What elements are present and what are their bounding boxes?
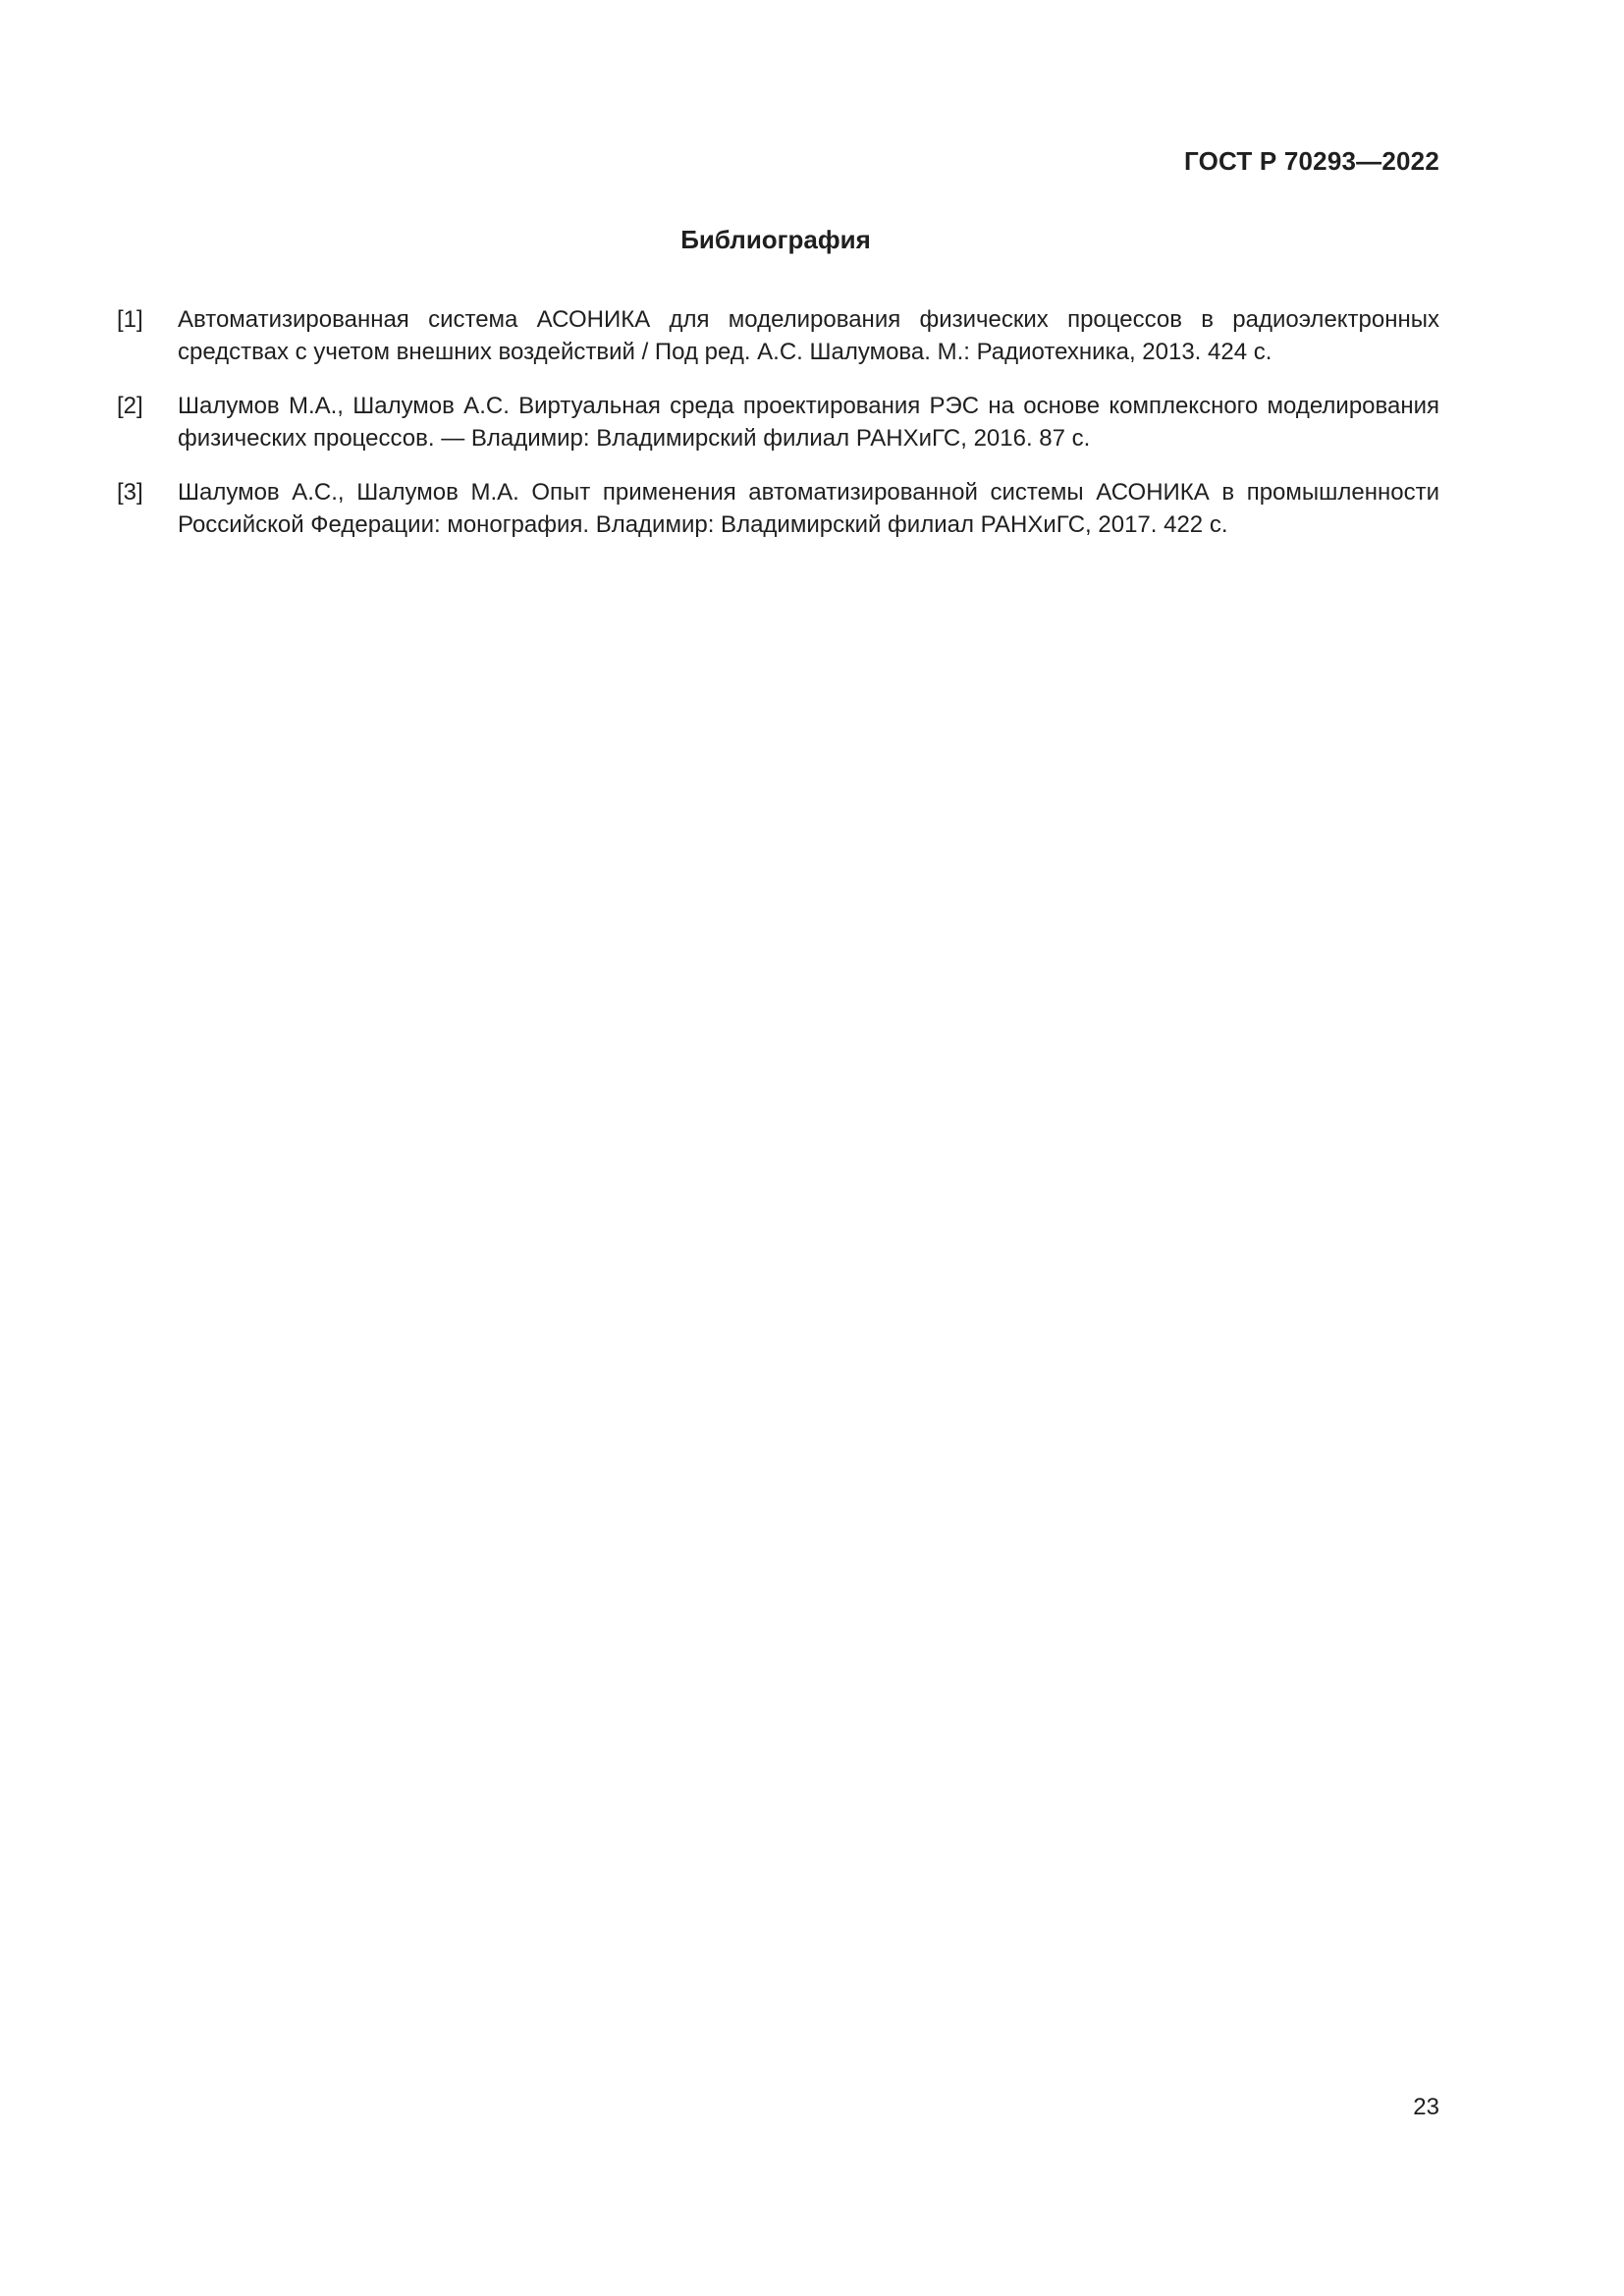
bibliography-number: [1]	[117, 306, 143, 333]
bibliography-text: Автоматизированная система АСОНИКА для моделирования физических процессов в радиоэлектронных средствах с учетом внешних воздействий / Под ред. А.С. Шалумова. М.: Радиотехника, 2013. 424 с.	[178, 306, 1439, 365]
bibliography-number: [2]	[117, 393, 143, 419]
bibliography-entry-3	[117, 476, 1439, 541]
bibliography-text: Шалумов М.А., Шалумов А.С. Виртуальная среда проектирования РЭС на основе комплексного моделирования физических процессов. — Владимир: Владимирский филиал РАНХиГС, 2016. 87 с.	[178, 393, 1439, 452]
bibliography-entry-2	[117, 390, 1439, 454]
bibliography-list	[117, 303, 1439, 562]
section-title: Библиография	[680, 225, 871, 254]
bibliography-text: Шалумов А.С., Шалумов М.А. Опыт применения автоматизированной системы АСОНИКА в промышленности Российской Федерации: монография. Владимир: Владимирский филиал РАНХиГС, 2017. 422 с.	[178, 479, 1439, 538]
bibliography-entry-1	[117, 303, 1439, 368]
page-number: 23	[1413, 2094, 1439, 2120]
standard-code: ГОСТ Р 70293—2022	[1184, 146, 1439, 176]
bibliography-number: [3]	[117, 479, 143, 506]
